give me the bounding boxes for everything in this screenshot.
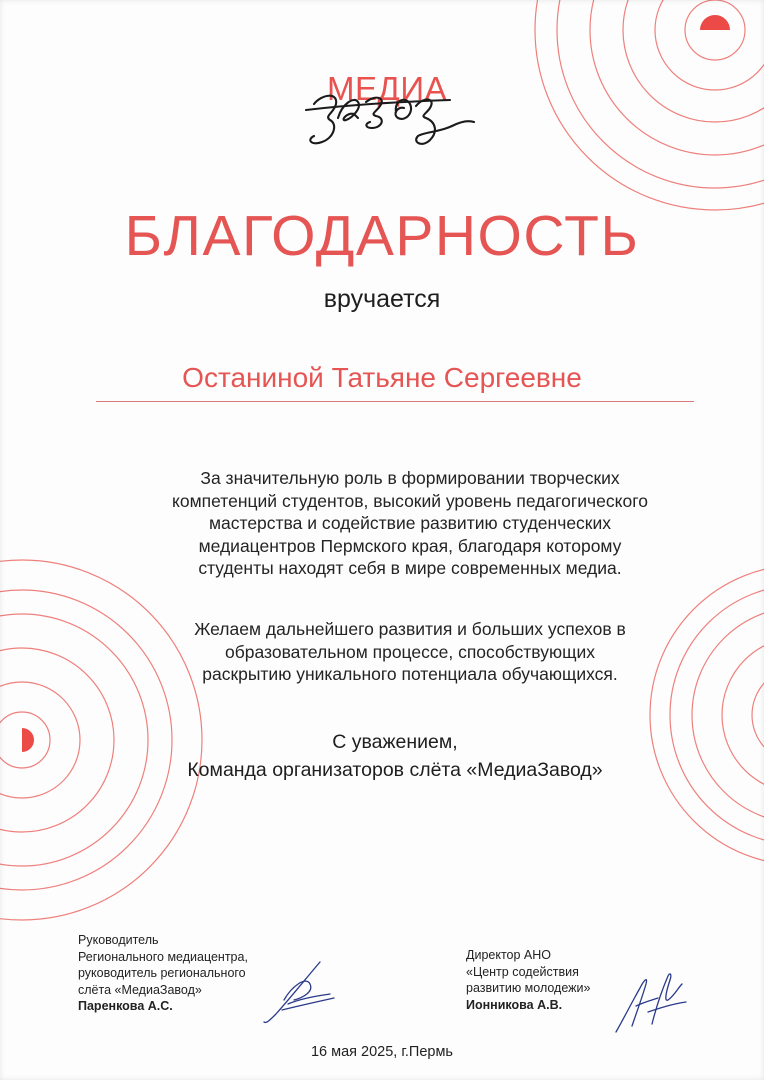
signatory-role-line: слёта «МедиаЗавод» xyxy=(78,982,202,997)
signatory-role-line: развитию молодежи» xyxy=(466,981,591,996)
closing-block xyxy=(0,728,764,784)
paragraph-line: За значительную роль в формировании творческих xyxy=(200,468,620,488)
paragraph-line: раскрытию уникального потенциала обучающихся. xyxy=(202,664,618,685)
signatory-role-line: Директор АНО xyxy=(466,948,552,962)
date-and-place: 16 мая 2025, г.Пермь xyxy=(310,1044,453,1060)
mediazavod-logo xyxy=(300,66,480,158)
left-signatory xyxy=(78,932,248,1015)
rings-top-right xyxy=(535,0,764,210)
wishes-paragraph xyxy=(0,618,764,686)
logo-word: МЕДИА xyxy=(327,70,448,107)
recipient-underline xyxy=(96,401,694,402)
right-signatory xyxy=(466,947,590,1013)
ring-center-dot-top xyxy=(700,15,730,30)
signatory-role-line: Руководитель xyxy=(78,933,159,947)
logo-script-zavod xyxy=(300,66,480,158)
left-handwritten-signature xyxy=(258,956,340,1028)
closing-greeting: С уважением, xyxy=(332,731,458,753)
closing-team: Команда организаторов слёта «МедиаЗавод» xyxy=(187,759,603,781)
rings-right xyxy=(650,565,764,865)
gratitude-paragraph xyxy=(0,467,764,580)
paragraph-line: компетенций студентов, высокий уровень педагогического xyxy=(172,490,648,511)
signatory-name: Ионникова А.В. xyxy=(466,997,563,1012)
certificate-title: БЛАГОДАРНОСТЬ xyxy=(124,204,640,268)
signatory-role-line: Регионального медиацентра, xyxy=(78,949,248,964)
paragraph-line: Желаем дальнейшего развития и больших успехов в xyxy=(194,619,626,639)
paragraph-line: студенты находят себя в мире современных медиа. xyxy=(198,558,622,579)
signatory-role-line: «Центр содействия xyxy=(466,964,579,979)
signatory-name: Паренкова А.С. xyxy=(78,999,173,1014)
paragraph-line: медиацентров Пермского края, благодаря которому xyxy=(198,535,622,556)
paragraph-line: образовательном процессе, способствующих xyxy=(224,641,596,662)
paragraph-line: мастерства и содействие развитию студенческих xyxy=(208,513,611,534)
right-handwritten-signature xyxy=(612,962,690,1038)
certificate-subtitle: вручается xyxy=(323,285,441,313)
signatory-role-line: руководитель регионального xyxy=(78,966,246,981)
recipient-name: Останиной Татьяне Сергеевне xyxy=(182,362,582,393)
